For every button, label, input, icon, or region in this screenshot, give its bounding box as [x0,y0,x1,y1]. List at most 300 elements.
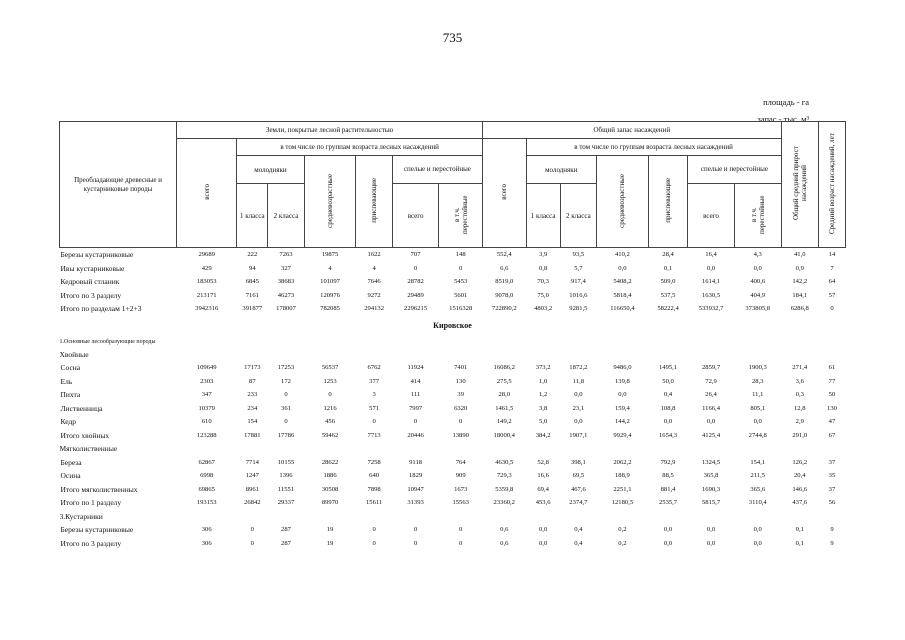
table-cell: 26,4 [705,391,717,399]
table-cell: 116650,4 [610,305,635,313]
table-cell: 16,6 [537,472,549,480]
table-cell: 306 [201,526,212,534]
row-label: Береза [60,457,82,467]
table-cell: 414 [410,377,421,385]
table-row [60,510,846,524]
table-cell: 275,5 [496,377,512,385]
table-cell: 16086,2 [493,364,515,372]
table-row [60,442,846,456]
table-cell: 64 [828,278,836,286]
table-cell: 0 [459,418,463,426]
table-cell: 11924 [407,364,424,372]
table-cell: 6998 [200,472,214,480]
table-cell: 5601 [454,291,468,299]
table-cell: 0,1 [795,526,804,534]
table-cell: 88,5 [662,472,674,480]
table-cell: 111 [410,391,421,399]
table-cell: 154 [247,418,258,426]
table-cell: 0,2 [618,526,627,534]
table-cell: 0,0 [574,418,583,426]
table-cell: 8961 [245,485,259,493]
table-cell: 15611 [365,499,383,507]
stock-young-header: молодняки [526,156,596,184]
table-cell: 0,0 [618,391,627,399]
stock-total-header: всего [483,139,527,248]
table-cell: 377 [369,377,380,385]
table-cell: 4 [372,264,376,272]
table-cell: 1614,1 [701,278,721,286]
table-cell: 0 [284,391,288,399]
table-cell: 2296215 [404,305,428,313]
table-cell: 365,8 [703,472,719,480]
table-cell: 30508 [321,485,339,493]
table-row [60,316,846,336]
table-cell: 1630,5 [701,291,721,299]
table-cell: 211,5 [750,472,766,480]
table-cell: 9486,0 [613,364,632,372]
table-row [60,496,846,510]
table-cell: 1673 [454,485,468,493]
table-row [60,469,846,483]
table-cell: 1872,2 [569,364,588,372]
table-cell: 2535,7 [658,499,678,507]
table-cell: 5,0 [539,418,548,426]
table-cell: 0,0 [753,418,762,426]
table-cell: 9272 [367,291,381,299]
table-cell: 4803,2 [534,305,553,313]
table-cell: 17253 [277,364,295,372]
table-cell: 93,5 [560,248,596,262]
table-cell: 6,6 [500,264,509,272]
table-cell: 306 [201,539,212,547]
table-cell: 1461,5 [495,404,514,412]
table-cell: 62867 [198,458,215,466]
table-cell: 10379 [198,404,215,412]
table-cell: 0,0 [539,526,548,534]
table-cell: 130 [455,377,466,385]
table-cell: 2062,2 [613,458,632,466]
row-label: Итого хвойных [60,430,110,440]
table-cell: 7713 [367,431,381,439]
table-cell: 0 [250,539,254,547]
table-cell: 3110,4 [748,499,767,507]
table-cell: 0,3 [795,391,804,399]
table-cell: 729,3 [496,472,512,480]
table-cell: 0 [328,391,332,399]
table-cell: 0,0 [753,264,762,272]
table-cell: 0,0 [753,539,762,547]
table-cell: 17786 [277,431,295,439]
table-cell: 10155 [277,458,295,466]
table-cell: 0 [459,526,463,534]
row-label: Ивы кустарниковые [60,263,125,273]
table-cell: 347 [201,391,212,399]
table-cell: 69865 [198,485,215,493]
table-cell: 154,1 [750,458,766,466]
table-cell: 537,5 [660,291,676,299]
table-cell: 5453 [454,278,468,286]
table-cell: 9118 [409,458,423,466]
table-cell: 782085 [320,305,340,313]
table-cell: 234 [247,404,258,412]
table-cell: 148 [439,248,483,262]
table-cell: 123288 [196,431,217,439]
table-cell: 361 [281,404,291,412]
table-cell: 5815,7 [701,499,721,507]
table-cell: 9 [830,539,834,547]
table-cell: 16,4 [688,248,735,262]
table-cell: 35 [828,472,836,480]
table-cell: 4,3 [734,248,781,262]
table-cell: 571 [369,404,380,412]
table-cell: 291,0 [792,431,808,439]
table-cell: 0 [250,526,254,534]
table-cell: 12180,5 [611,499,634,507]
table-cell: 429 [201,264,212,272]
table-cell: 1516328 [449,305,473,313]
table-cell: 0,9 [795,264,804,272]
table-cell: 37 [828,458,836,466]
table-cell: 9929,4 [613,431,632,439]
table-cell: 94 [249,264,256,272]
avg-growth-header: Общий средний прирост насаждений [781,122,818,248]
table-cell: 2374,7 [569,499,588,507]
table-cell: 0,0 [706,264,716,272]
table-cell: 188,9 [615,472,630,480]
table-cell: 437,6 [792,499,808,507]
table-cell: 9281,5 [569,305,588,313]
table-cell: 909 [455,472,466,480]
table-cell: 28,4 [648,248,687,262]
stock-middle-aged-header: средневозрастные [597,156,649,248]
table-cell: 792,9 [660,458,676,466]
row-label: Сосна [60,363,81,373]
table-cell: 2859,7 [701,364,721,372]
table-cell: 69,4 [537,485,549,493]
table-cell: 6320 [454,404,468,412]
table-cell: 0 [372,539,376,547]
table-row [60,523,846,537]
table-cell: 365,6 [750,485,766,493]
stock-class1-header: 1 класса [526,184,560,248]
table-cell: 172 [281,377,291,385]
table-cell: 327 [281,264,291,272]
table-cell: 2251,1 [613,485,632,493]
land-middle-aged-header: средневозрастные [304,156,356,248]
table-cell: 146,6 [792,485,808,493]
table-cell: 149,2 [496,418,512,426]
table-cell: 0,0 [663,539,673,547]
table-cell: 37 [828,485,836,493]
table-cell: 57 [828,291,836,299]
table-cell: 271,4 [792,364,808,372]
table-cell: 1247 [245,472,259,480]
table-cell: 0,0 [706,526,716,534]
table-cell: 19 [326,539,334,547]
table-cell: 410,2 [597,248,649,262]
stock-group-header: Общий запас насаждений [483,122,782,139]
table-cell: 1324,5 [701,458,721,466]
table-cell: 1900,3 [748,364,767,372]
table-cell: 15563 [452,499,469,507]
table-cell: 287 [281,526,291,534]
table-cell: 39 [457,391,464,399]
table-cell: 58222,4 [657,305,679,313]
table-cell: 0,1 [795,539,804,547]
table-cell: 23,1 [572,404,585,412]
table-cell: 3,9 [526,248,560,262]
table-row [60,456,846,470]
table-cell: 805,1 [750,404,766,412]
table-row [60,429,846,443]
table-cell: 61 [828,364,836,372]
table-cell: 0 [284,418,288,426]
row-label: Ель [60,376,73,386]
table-cell: 7161 [245,291,259,299]
table-cell: 533932,7 [698,305,724,313]
row-label: Березы кустарниковые [60,525,134,535]
table-cell: 722890,2 [491,305,517,313]
table-cell: 6286,8 [790,305,809,313]
table-cell: 41,0 [781,248,818,262]
row-label: Лиственница [60,403,103,413]
table-cell: 2,9 [795,418,804,426]
table-cell: 19 [326,526,334,534]
table-cell: 7714 [245,458,259,466]
table-cell: 287 [281,539,291,547]
table-cell: 178007 [276,305,296,313]
table-cell: 56537 [321,364,339,372]
table-cell: 3 [372,391,376,399]
table-header [60,122,846,248]
table-cell: 0,0 [539,539,548,547]
table-cell: 1166,4 [702,404,720,412]
table-cell: 28782 [407,278,424,286]
table-cell: 5359,8 [495,485,514,493]
table-cell: 640 [369,472,380,480]
table-cell: 552,4 [483,248,527,262]
table-cell: 46273 [277,291,295,299]
table-cell: 159,4 [615,404,630,412]
group-heading: Хвойные [59,349,89,359]
table-cell: 120976 [320,291,340,299]
table-cell: 1495,1 [658,364,678,372]
table-cell: 193153 [196,499,217,507]
stock-age-groups-header: в том числе по группам возраста лесных насаждений [526,139,781,156]
avg-age-header: Средний возраст насаждений, лет [818,122,845,248]
table-cell: 23360,2 [493,499,515,507]
table-cell: 0,0 [574,391,583,399]
table-row [60,248,846,262]
table-cell: 0,0 [753,526,762,534]
table-cell: 0,0 [706,418,716,426]
table-cell: 26842 [244,499,261,507]
table-cell: 0 [459,539,463,547]
table-cell: 2744,8 [748,431,767,439]
table-cell: 101097 [320,278,340,286]
table-cell: 509,0 [660,278,676,286]
stock-mature-total-header: всего [688,184,735,248]
table-cell: 456 [325,418,335,426]
land-total-header: всего [177,139,237,248]
table-cell: 0,0 [663,526,673,534]
table-cell: 89970 [321,499,339,507]
land-class1-header: 1 класса [237,184,268,248]
table-cell: 0 [830,305,834,313]
table-cell: 0 [459,264,463,272]
table-cell: 50,0 [662,377,674,385]
row-label: Итого по разделам 1+2+3 [60,304,142,314]
table-cell: 72,9 [705,377,717,385]
table-cell: 7258 [367,458,381,466]
table-row [60,289,846,303]
table-cell: 384,2 [535,431,551,439]
table-cell: 0,0 [706,539,716,547]
table-cell: 0,4 [663,391,673,399]
table-cell: 400,6 [750,278,766,286]
table-cell: 9 [830,526,834,534]
region-title: Кировское [433,321,472,330]
land-group-header: Земли, покрытые лесной растительностью [177,122,483,139]
table-cell: 52,8 [537,458,549,466]
table-cell: 1886 [323,472,337,480]
table-cell: 1907,1 [569,431,588,439]
row-label: Кедр [60,417,77,427]
table-cell: 373,2 [535,364,551,372]
table-row [60,336,846,348]
table-cell: 56 [828,499,836,507]
table-cell: 7646 [367,278,381,286]
table-cell: 917,4 [570,278,586,286]
table-cell: 11,8 [572,377,585,385]
land-ripening-header: приспевающие [356,156,392,248]
table-cell: 467,6 [570,485,586,493]
table-cell: 1253 [323,377,337,385]
table-row [60,302,846,316]
land-overmature-header: в т.ч. перестойные [439,184,483,248]
row-label: Итого по 3 разделу [60,290,122,300]
group-heading: 3.Кустарники [59,511,103,521]
table-cell: 1,2 [539,391,548,399]
table-cell: 7401 [454,364,468,372]
table-cell: 6845 [245,278,259,286]
row-label: Березы кустарниковые [60,248,177,262]
table-cell: 142,2 [792,278,808,286]
table-cell: 13890 [452,431,469,439]
table-cell: 3,6 [795,377,804,385]
table-cell: 10947 [407,485,424,493]
table-cell: 1016,6 [569,291,588,299]
table-cell: 183053 [196,278,217,286]
table-cell: 4 [328,264,332,272]
table-row [60,537,846,551]
table-cell: 108,8 [660,404,676,412]
table-cell: 28,3 [751,377,764,385]
table-row [60,262,846,276]
group-heading: Мягколиственные [59,444,118,454]
table-cell: 0 [413,539,418,547]
table-cell: 31393 [407,499,424,507]
row-label: Итого мягколиственных [60,484,138,494]
table-cell: 75,0 [537,291,549,299]
table-row [60,483,846,497]
table-cell: 11,1 [752,391,764,399]
table-row [60,361,846,375]
table-cell: 38683 [277,278,295,286]
land-mature-total-header: всего [392,184,439,248]
table-cell: 14 [818,248,845,262]
table-cell: 11551 [277,485,295,493]
table-cell: 0,0 [663,418,673,426]
table-cell: 7997 [408,404,423,412]
table-cell: 47 [828,418,836,426]
table-cell: 0 [372,418,376,426]
table-cell: 126,2 [792,458,808,466]
table-cell: 0,2 [618,539,627,547]
table-cell: 0,6 [500,526,509,534]
table-cell: 20,4 [793,472,806,480]
table-cell: 5818,4 [613,291,632,299]
forest-resources-table [59,121,846,550]
row-label: Итого по 3 разделу [60,538,122,548]
table-cell: 144,2 [615,418,630,426]
land-class2-header: 2 класса [268,184,304,248]
table-cell: 1216 [323,404,337,412]
table-row [60,375,846,389]
table-cell: 404,9 [750,291,766,299]
table-cell: 4125,4 [701,431,721,439]
table-cell: 0,4 [574,526,583,534]
table-cell: 294132 [364,305,384,313]
table-cell: 109649 [196,364,217,372]
table-cell: 0,8 [539,264,548,272]
table-cell: 18000,4 [493,431,515,439]
table-cell: 213171 [196,291,217,299]
table-cell: 1396 [279,472,293,480]
stock-class2-header: 2 класса [560,184,596,248]
land-age-groups-header: в том числе по группам возраста лесных насаждений [237,139,483,156]
table-row [60,348,846,362]
table-cell: 70,3 [537,278,549,286]
table-cell: 222 [237,248,268,262]
table-cell: 764 [455,458,466,466]
table-cell: 391877 [242,305,263,313]
row-label: Пихта [60,390,81,400]
table-row [60,415,846,429]
table-body [60,248,846,551]
land-mature-header: спелые и перестойные [392,156,482,184]
table-cell: 17173 [244,364,261,372]
table-cell: 0 [413,264,418,272]
table-cell: 29337 [277,499,295,507]
page-number: 735 [442,30,463,45]
row-label: Кедровый стланик [60,277,120,287]
table-cell: 373805,8 [745,305,771,313]
row-label: Осина [60,471,81,481]
table-cell: 1622 [356,248,392,262]
table-cell: 184,1 [792,291,808,299]
table-cell: 0,6 [500,539,509,547]
table-cell: 707 [392,248,439,262]
table-cell: 5408,2 [613,278,632,286]
table-cell: 59462 [321,431,339,439]
table-cell: 50 [828,391,836,399]
table-cell: 29489 [407,291,424,299]
table-cell: 139,8 [615,377,630,385]
table-cell: 130 [827,404,837,412]
species-header: Преобладающие древесные и кустарниковые породы [60,122,177,248]
stock-unit-note: запас - тыс. м³ [757,114,809,124]
